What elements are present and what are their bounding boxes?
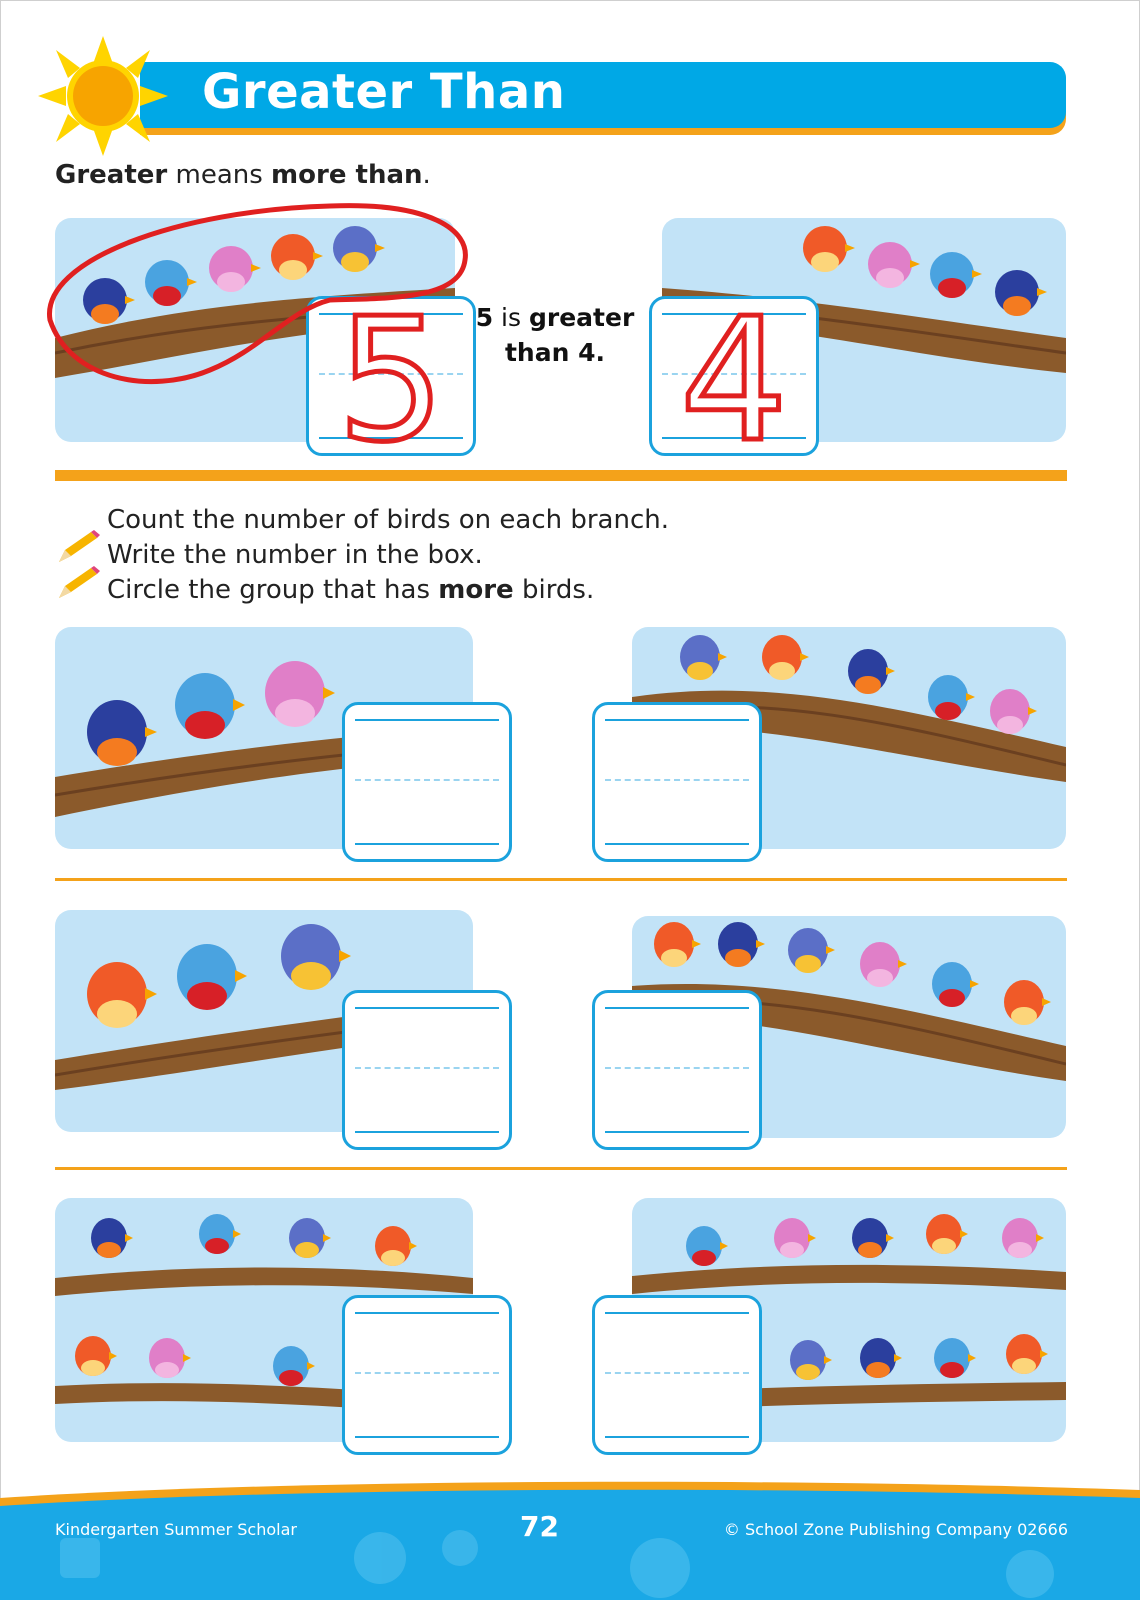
section-divider	[55, 470, 1067, 481]
statement-greater: greater	[528, 303, 635, 332]
bird-icon	[1004, 980, 1051, 1025]
sun-icon	[38, 36, 168, 156]
page-number: 72	[520, 1510, 559, 1543]
bird-icon	[91, 1218, 133, 1258]
instruction-line-3	[107, 575, 594, 605]
bird-icon	[75, 1336, 117, 1376]
bird-icon	[175, 673, 245, 739]
example-right-number: 4	[679, 299, 789, 453]
bird-icon	[762, 635, 809, 680]
statement-is: is	[493, 303, 529, 332]
bird-icon	[375, 1226, 417, 1266]
instruction-line-2: Write the number in the box.	[107, 540, 483, 570]
bird-icon	[995, 270, 1047, 316]
row2-left-answer-box[interactable]	[342, 990, 512, 1150]
row-divider	[55, 878, 1067, 881]
intro-word-greater: Greater	[55, 160, 168, 190]
bird-icon	[686, 1226, 728, 1266]
bird-icon	[932, 962, 979, 1007]
bird-icon	[860, 1338, 902, 1378]
footer-copyright: © School Zone Publishing Company 02666	[723, 1520, 1068, 1539]
bird-icon	[803, 226, 855, 272]
row3-left-answer-box[interactable]	[342, 1295, 512, 1455]
comparison-statement	[470, 300, 640, 370]
bird-icon	[273, 1346, 315, 1386]
pencil-icon	[55, 530, 101, 566]
bird-icon	[149, 1338, 191, 1378]
bird-icon	[788, 928, 835, 973]
bird-icon	[199, 1214, 241, 1254]
bird-icon	[281, 924, 351, 990]
handwritten-digit	[652, 299, 816, 453]
example-left-number: 5	[336, 299, 446, 453]
bird-icon	[790, 1340, 832, 1380]
bird-icon	[177, 944, 247, 1010]
instruction-3a: Circle the group that has	[107, 575, 439, 605]
intro-sentence	[55, 160, 431, 190]
bird-icon	[774, 1218, 816, 1258]
bird-icon	[87, 962, 157, 1028]
instruction-3b: birds.	[513, 575, 595, 605]
row1-left-answer-box[interactable]	[342, 702, 512, 862]
example-right-answer-box	[649, 296, 819, 456]
footer-book-title: Kindergarten Summer Scholar	[55, 1520, 297, 1539]
bird-icon	[928, 675, 975, 720]
bird-icon	[265, 661, 335, 727]
bird-icon	[868, 242, 920, 288]
statement-number: 5	[475, 303, 494, 332]
intro-end: .	[422, 160, 431, 190]
statement-line2: than 4.	[504, 338, 605, 367]
bird-icon	[718, 922, 765, 967]
instruction-3-bold: more	[438, 575, 514, 605]
bird-icon	[926, 1214, 968, 1254]
row2-right-answer-box[interactable]	[592, 990, 762, 1150]
row-divider	[55, 1167, 1067, 1170]
intro-mid: means	[167, 160, 272, 190]
page-title: Greater Than	[202, 64, 566, 120]
intro-word-more-than: more than	[271, 160, 423, 190]
bird-icon	[1006, 1334, 1048, 1374]
bird-icon	[852, 1218, 894, 1258]
instruction-line-1: Count the number of birds on each branch.	[107, 505, 670, 535]
bird-icon	[1002, 1218, 1044, 1258]
red-circle-annotation	[30, 200, 480, 400]
bird-icon	[848, 649, 895, 694]
bird-icon	[680, 635, 727, 680]
pencil-icon	[55, 566, 101, 602]
row3-right-answer-box[interactable]	[592, 1295, 762, 1455]
bird-icon	[654, 922, 701, 967]
bird-icon	[289, 1218, 331, 1258]
row1-right-answer-box[interactable]	[592, 702, 762, 862]
bird-icon	[930, 252, 982, 298]
bird-icon	[934, 1338, 976, 1378]
bird-icon	[87, 700, 157, 766]
footer-band	[0, 1478, 1140, 1600]
bird-icon	[990, 689, 1037, 734]
bird-icon	[860, 942, 907, 987]
